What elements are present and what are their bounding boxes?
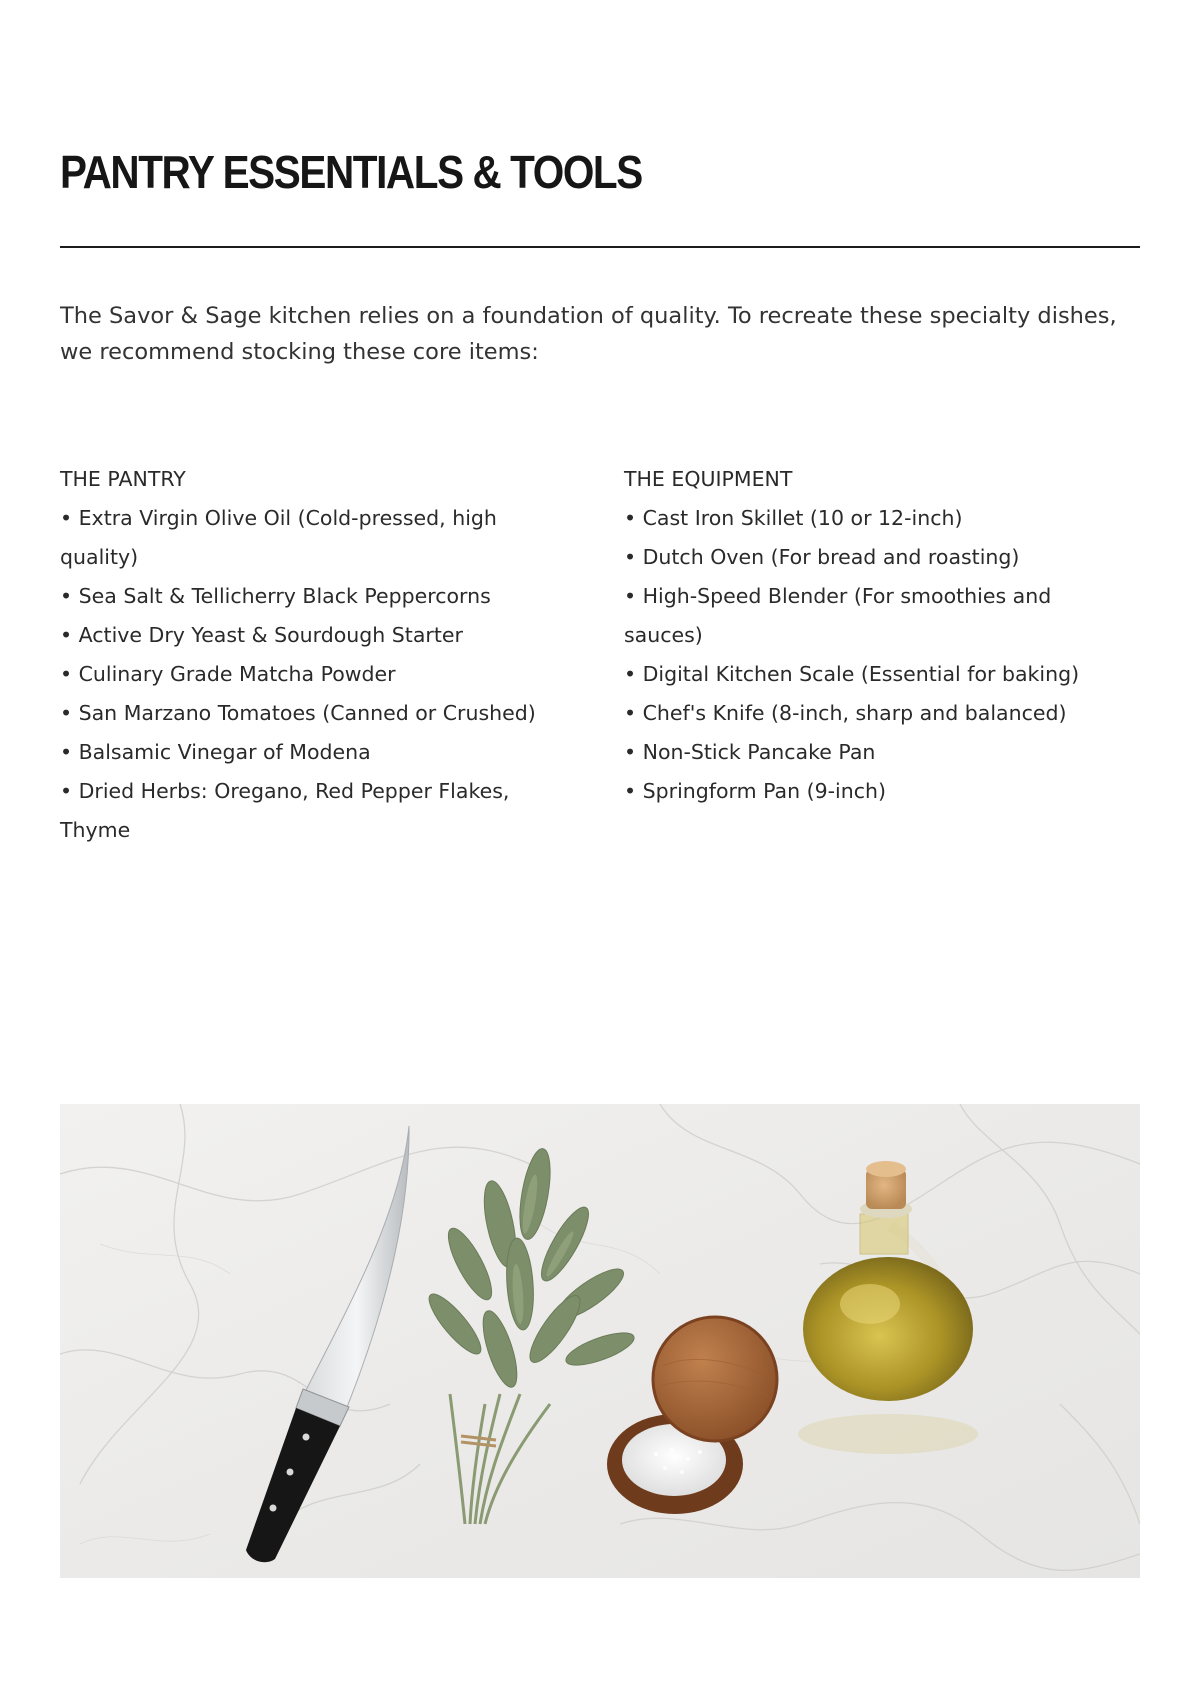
equipment-item: • Chef's Knife (8-inch, sharp and balanced) bbox=[624, 701, 1067, 725]
equipment-item-text: Chef's Knife (8-inch, sharp and balanced) bbox=[642, 701, 1067, 725]
equipment-item: • Digital Kitchen Scale (Essential for baking) bbox=[624, 662, 1080, 686]
page-title: PANTRY ESSENTIALS & TOOLS bbox=[60, 146, 642, 198]
equipment-item: • Dutch Oven (For bread and roasting) bbox=[624, 545, 1020, 569]
pantry-item: • Dried Herbs: Oregano, Red Pepper Flakes, Thyme bbox=[60, 779, 510, 842]
kitchen-essentials-photo bbox=[60, 1104, 1140, 1578]
equipment-item-text: Cast Iron Skillet (10 or 12-inch) bbox=[642, 506, 963, 530]
equipment-item: • High-Speed Blender (For smoothies and sauces) bbox=[624, 584, 1052, 647]
pantry-item: • Sea Salt & Tellicherry Black Peppercorns bbox=[60, 584, 491, 608]
photo-illustration bbox=[60, 1104, 1140, 1578]
equipment-item-text: Springform Pan (9-inch) bbox=[642, 779, 886, 803]
pantry-item-text: Active Dry Yeast & Sourdough Starter bbox=[78, 623, 463, 647]
pantry-item: • San Marzano Tomatoes (Canned or Crushed) bbox=[60, 701, 536, 725]
pantry-column bbox=[60, 460, 560, 850]
equipment-item-text: Digital Kitchen Scale (Essential for baking) bbox=[642, 662, 1080, 686]
pantry-item-text: Balsamic Vinegar of Modena bbox=[78, 740, 371, 764]
pantry-item: • Culinary Grade Matcha Powder bbox=[60, 662, 396, 686]
pantry-list bbox=[60, 499, 560, 850]
pantry-item: • Balsamic Vinegar of Modena bbox=[60, 740, 371, 764]
pantry-item-text: San Marzano Tomatoes (Canned or Crushed) bbox=[78, 701, 536, 725]
pantry-heading: THE PANTRY bbox=[60, 467, 186, 491]
equipment-item-text: Dutch Oven (For bread and roasting) bbox=[642, 545, 1020, 569]
equipment-column bbox=[624, 460, 1124, 811]
equipment-item: • Non-Stick Pancake Pan bbox=[624, 740, 876, 764]
equipment-item: • Cast Iron Skillet (10 or 12-inch) bbox=[624, 506, 963, 530]
equipment-item-text: High-Speed Blender (For smoothies and sauces) bbox=[624, 584, 1052, 647]
pantry-item: • Active Dry Yeast & Sourdough Starter bbox=[60, 623, 463, 647]
pantry-item-text: Extra Virgin Olive Oil (Cold-pressed, high quality) bbox=[60, 506, 497, 569]
intro-paragraph: The Savor & Sage kitchen relies on a foundation of quality. To recreate these specialty dishes, we recommend stocking these core items: bbox=[60, 303, 1117, 365]
equipment-item: • Springform Pan (9-inch) bbox=[624, 779, 886, 803]
pantry-item-text: Culinary Grade Matcha Powder bbox=[78, 662, 396, 686]
pantry-item: • Extra Virgin Olive Oil (Cold-pressed, high quality) bbox=[60, 506, 497, 569]
equipment-item-text: Non-Stick Pancake Pan bbox=[642, 740, 876, 764]
title-divider bbox=[60, 246, 1140, 248]
equipment-heading: THE EQUIPMENT bbox=[624, 467, 793, 491]
pantry-item-text: Sea Salt & Tellicherry Black Peppercorns bbox=[78, 584, 491, 608]
pantry-item-text: Dried Herbs: Oregano, Red Pepper Flakes, Thyme bbox=[60, 779, 510, 842]
equipment-list bbox=[624, 499, 1124, 811]
